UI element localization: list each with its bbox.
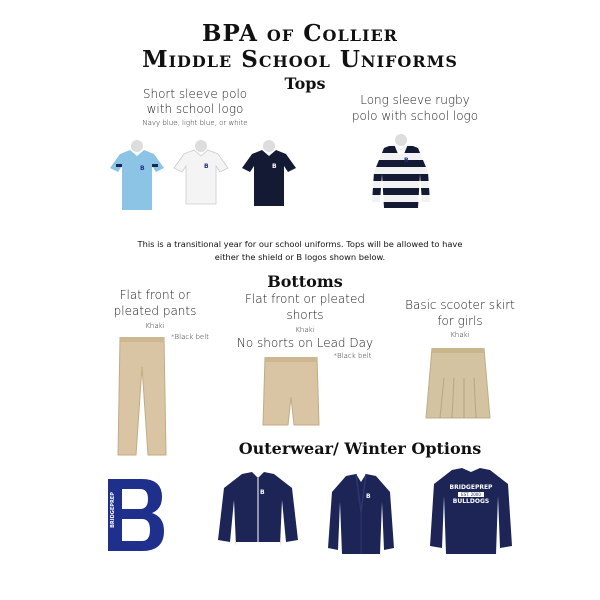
notice-line2: either the shield or B logos shown below.: [214, 252, 386, 262]
sweatshirt-text-line1: BRIDGEPREP: [449, 484, 493, 491]
rugby-label-line1: Long sleeve rugby: [360, 93, 470, 107]
polo-label-line1: Short sleeve polo: [142, 87, 248, 101]
svg-text:B: B: [366, 493, 371, 500]
pants-color: Khaki: [145, 322, 165, 330]
outerwear-heading: Outerwear/ Winter Options: [238, 439, 482, 458]
navy-track-jacket-image: [216, 470, 300, 550]
shorts-label-line2: shorts: [286, 308, 324, 322]
bridgeprep-b-logo: [106, 477, 164, 553]
light-blue-polo-image: [108, 138, 166, 212]
skirt-color: Khaki: [450, 331, 470, 339]
bulldogs-sweatshirt: [428, 466, 514, 556]
tops-heading: Tops: [284, 74, 326, 93]
svg-text:B: B: [272, 163, 277, 170]
svg-text:B: B: [204, 163, 209, 170]
skirt-label-line2: for girls: [437, 314, 483, 328]
sweatshirt-text-line3: BULLDOGS: [452, 498, 490, 505]
svg-text:B: B: [140, 165, 145, 172]
b-logo-text: BRIDGEPREP: [110, 492, 116, 528]
pants-label-line2: pleated pants: [113, 304, 197, 318]
khaki-pants-image: [116, 337, 168, 457]
pants-label-line1: Flat front or: [119, 288, 191, 302]
khaki-skirt-image: [424, 348, 492, 420]
rugby-polo-image: [366, 132, 436, 210]
sweatshirt-icon: [428, 466, 514, 556]
page-title-line1: BPA of Collier: [202, 20, 398, 47]
shorts-belt-note: *Black belt: [333, 352, 372, 360]
bottoms-heading: Bottoms: [267, 272, 343, 291]
skirt-label-line1: Basic scooter skirt: [405, 298, 515, 312]
page-title-line2: Middle School Uniforms: [142, 46, 458, 73]
navy-cardigan-image: [326, 472, 396, 556]
sweatshirt-text-line2: EST. 2000: [458, 492, 484, 497]
navy-polo-image: [240, 138, 298, 208]
white-polo-image: [172, 138, 230, 206]
svg-text:B: B: [404, 157, 409, 164]
khaki-shorts-image: [262, 357, 320, 427]
pants-belt-note: *Black belt: [171, 333, 209, 341]
shorts-label-line1: Flat front or pleated: [245, 292, 365, 306]
polo-colors-label: Navy blue, light blue, or white: [142, 119, 248, 127]
shorts-color: Khaki: [295, 326, 315, 334]
polo-label-line2: with school logo: [146, 102, 244, 116]
svg-text:B: B: [260, 489, 265, 496]
rugby-label-line2: polo with school logo: [351, 109, 479, 123]
notice-line1: This is a transitional year for our school uniforms. Tops will be allowed to have: [137, 239, 463, 249]
shorts-lead-day-note: No shorts on Lead Day: [236, 336, 374, 350]
